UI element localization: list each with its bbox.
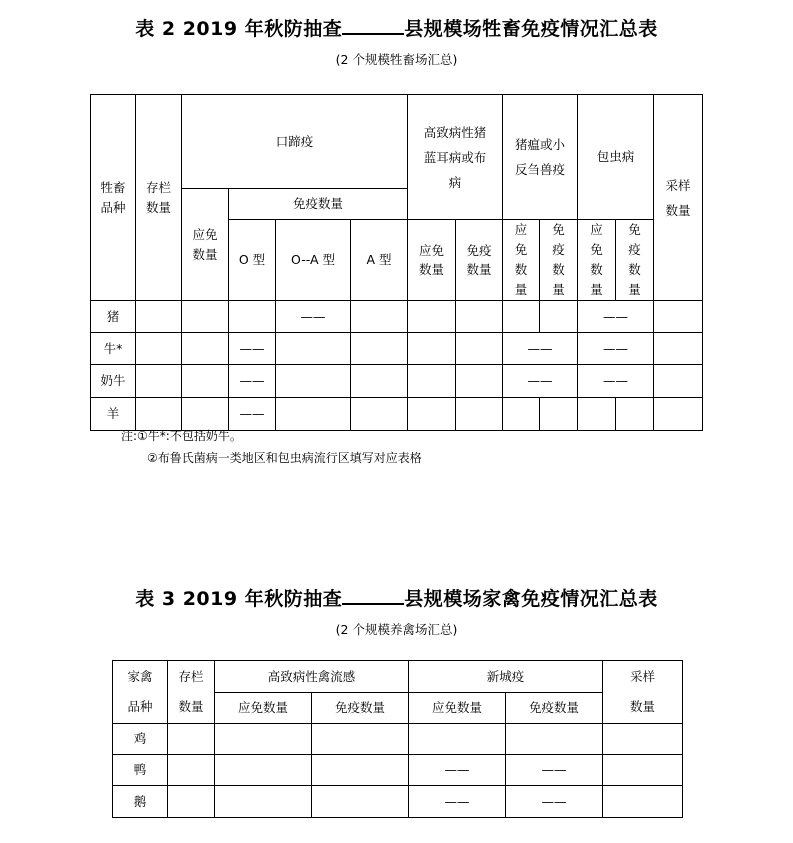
- data-cell: [276, 365, 351, 398]
- row-label: 鸭: [113, 755, 168, 786]
- dash-cell: ——: [506, 786, 603, 818]
- header-stock: 存栏数量: [136, 95, 182, 301]
- county-blank: [342, 17, 404, 35]
- header-stock: 存栏数量: [168, 661, 215, 724]
- header-echino-should: 应免数量: [578, 220, 616, 301]
- header-csf-ppr: 猪瘟或小反刍兽疫: [503, 95, 578, 220]
- header-hpprrs-should: 应免数量: [408, 220, 456, 301]
- data-cell: [408, 301, 456, 333]
- header-poultry: 家禽品种: [113, 661, 168, 724]
- row-label: 奶牛: [91, 365, 136, 398]
- table3-title-suffix: 县规模场家禽免疫情况汇总表: [404, 588, 658, 610]
- header-csf-vaccinated: 免疫数量: [540, 220, 578, 301]
- header-fmd-vaccinated: 免疫数量: [229, 189, 408, 220]
- header-hpai-should: 应免数量: [215, 693, 312, 724]
- data-cell: [540, 398, 578, 431]
- header-hpprrs-vaccinated: 免疫数量: [456, 220, 503, 301]
- dash-cell: ——: [229, 398, 276, 431]
- data-cell: [312, 755, 409, 786]
- data-cell: [312, 786, 409, 818]
- note-line-1: 注:①牛*:不包括奶牛。: [121, 429, 242, 443]
- row-label: 鸡: [113, 724, 168, 755]
- header-fmd: 口蹄疫: [182, 95, 408, 189]
- data-cell: [603, 786, 683, 818]
- data-cell: [654, 365, 703, 398]
- header-species: 牲畜品种: [91, 95, 136, 301]
- dash-cell: ——: [506, 755, 603, 786]
- data-cell: [456, 301, 503, 333]
- data-cell: [351, 333, 408, 365]
- data-cell: [182, 333, 229, 365]
- data-cell: [351, 301, 408, 333]
- dash-cell: ——: [409, 755, 506, 786]
- data-cell: [456, 333, 503, 365]
- header-hpai: 高致病性禽流感: [215, 661, 409, 693]
- data-cell: [456, 398, 503, 431]
- table-row: [113, 786, 683, 818]
- poultry-table: [112, 660, 683, 818]
- table3-subtitle: (2 个规模养禽场汇总): [335, 622, 458, 637]
- header-fmd-should: 应免数量: [182, 189, 229, 301]
- dash-cell: ——: [409, 786, 506, 818]
- table3-title-prefix: 表 3 2019 年秋防抽查: [135, 588, 343, 610]
- data-cell: [506, 724, 603, 755]
- header-type-a: A 型: [351, 220, 408, 301]
- data-cell: [654, 333, 703, 365]
- data-cell: [136, 301, 182, 333]
- county-blank: [342, 587, 404, 605]
- table3-title: [0, 584, 793, 611]
- dash-cell: ——: [503, 365, 578, 398]
- dash-cell: ——: [503, 333, 578, 365]
- data-cell: [276, 333, 351, 365]
- data-cell: [168, 755, 215, 786]
- data-cell: [408, 333, 456, 365]
- table-row: [91, 365, 703, 398]
- data-cell: [136, 333, 182, 365]
- table2-title: [0, 14, 793, 41]
- data-cell: [409, 724, 506, 755]
- data-cell: [603, 724, 683, 755]
- table-row: [91, 301, 703, 333]
- data-cell: [408, 365, 456, 398]
- data-cell: [540, 301, 578, 333]
- header-echinococcosis: 包虫病: [578, 95, 654, 220]
- data-cell: [503, 398, 540, 431]
- row-label: 羊: [91, 398, 136, 431]
- row-label: 鹅: [113, 786, 168, 818]
- header-hpprrs: 高致病性猪蓝耳病或布病: [408, 95, 503, 220]
- table2-subtitle: (2 个规模牲畜场汇总): [335, 52, 458, 67]
- data-cell: [351, 365, 408, 398]
- header-sampling: 采样数量: [654, 95, 703, 301]
- data-cell: [168, 724, 215, 755]
- data-cell: [578, 398, 616, 431]
- note-line-2: ②布鲁氏菌病一类地区和包虫病流行区填写对应表格: [147, 451, 422, 465]
- data-cell: [603, 755, 683, 786]
- data-cell: [229, 301, 276, 333]
- table-row: [113, 724, 683, 755]
- data-cell: [654, 301, 703, 333]
- data-cell: [215, 724, 312, 755]
- header-echino-vaccinated: 免疫数量: [616, 220, 654, 301]
- table2-title-prefix: 表 2 2019 年秋防抽查: [135, 18, 343, 40]
- data-cell: [215, 786, 312, 818]
- row-label: 牛*: [91, 333, 136, 365]
- dash-cell: ——: [229, 365, 276, 398]
- dash-cell: ——: [229, 333, 276, 365]
- header-nd-should: 应免数量: [409, 693, 506, 724]
- data-cell: [182, 301, 229, 333]
- data-cell: [312, 724, 409, 755]
- dash-cell: ——: [578, 365, 654, 398]
- table-row: [113, 755, 683, 786]
- header-nd: 新城疫: [409, 661, 603, 693]
- header-type-oa: O--A 型: [276, 220, 351, 301]
- data-cell: [182, 365, 229, 398]
- data-cell: [654, 398, 703, 431]
- data-cell: [456, 365, 503, 398]
- data-cell: [503, 301, 540, 333]
- data-cell: [616, 398, 654, 431]
- header-hpai-vaccinated: 免疫数量: [312, 693, 409, 724]
- dash-cell: ——: [276, 301, 351, 333]
- data-cell: [136, 365, 182, 398]
- data-cell: [215, 755, 312, 786]
- livestock-table: [90, 94, 703, 431]
- table2-title-suffix: 县规模场牲畜免疫情况汇总表: [404, 18, 658, 40]
- dash-cell: ——: [578, 333, 654, 365]
- header-type-o: O 型: [229, 220, 276, 301]
- header-nd-vaccinated: 免疫数量: [506, 693, 603, 724]
- table-row: [91, 333, 703, 365]
- header-sampling: 采样数量: [603, 661, 683, 724]
- table2-notes: [121, 425, 422, 469]
- row-label: 猪: [91, 301, 136, 333]
- dash-cell: ——: [578, 301, 654, 333]
- header-csf-should: 应免数量: [503, 220, 540, 301]
- data-cell: [168, 786, 215, 818]
